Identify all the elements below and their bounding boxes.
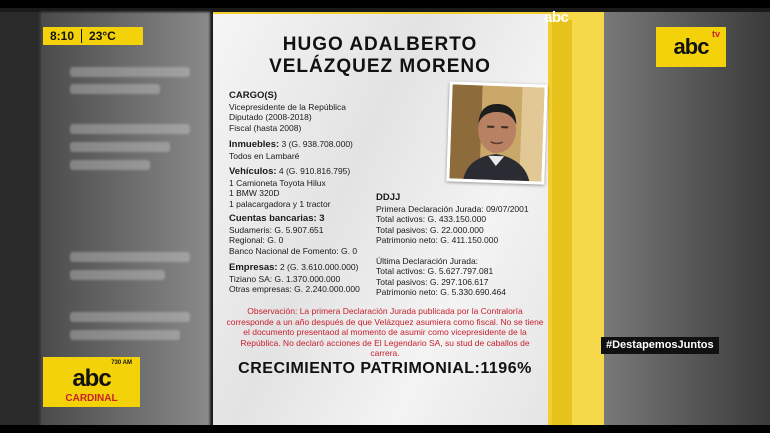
ddjj-last-line: Última Declaración Jurada:: [376, 255, 479, 266]
cuentas-heading: Cuentas bancarias:: [229, 213, 317, 224]
vehiculos-section: [229, 166, 350, 209]
ddjj-section: [376, 193, 529, 298]
inmuebles-detail: Todos en Lambaré: [229, 150, 300, 161]
ddjj-first-line: Total activos: G. 433.150.000: [376, 214, 487, 224]
empresas-value: 2 (G. 3.610.000.000): [277, 262, 359, 272]
vehiculos-value: 4 (G. 910.816.795): [276, 166, 351, 176]
cargo-item: Diputado (2008-2018): [229, 112, 312, 122]
ddjj-last-line: Total pasivos: G. 297.106.617: [376, 276, 489, 287]
profile-photo: [446, 81, 547, 184]
cargo-item: Fiscal (hasta 2008): [229, 122, 302, 133]
portrait-image: [449, 84, 544, 181]
vehiculos-heading: Vehículos:: [229, 166, 277, 177]
cargo-item: Vicepresidente de la República: [229, 101, 347, 112]
letterbox-bottom: [0, 425, 770, 433]
name-line2: VELÁZQUEZ MORENO: [269, 56, 491, 77]
vehiculo-item: 1 Camioneta Toyota Hilux: [229, 177, 326, 188]
empresa-item: Tiziano SA: G. 1.370.000.000: [229, 273, 341, 284]
inmuebles-heading: Inmuebles:: [229, 139, 280, 150]
time-temperature-bar: [43, 27, 143, 45]
cardinal-name: CARDINAL: [65, 393, 118, 404]
vehiculo-item: 1 BMW 320D: [229, 188, 280, 198]
empresa-item: Otras empresas: G. 2.240.000.000: [229, 284, 360, 294]
abc-tv-suffix: tv: [711, 29, 720, 39]
folder-edge: [552, 20, 572, 433]
abc-cardinal-logo: [43, 357, 140, 407]
inmuebles-value: 3 (G. 938.708.000): [279, 139, 353, 149]
observation-note: Observación: La primera Declaración Jurada publicada por la Contraloría corresponde a un año después de que Velázquez asumiera como fiscal. No se tiene el documento presentaod al momento de asumir como vicepresidente de la República. No declaró acciones de El Legendario SA, su stud de caballos de carrera.: [226, 306, 544, 358]
cuentas-value: 3: [316, 213, 325, 224]
cuenta-item: Sudameris: G. 5.907.651: [229, 224, 324, 235]
ddjj-first-line: Total pasivos: G. 22.000.000: [376, 224, 484, 235]
growth-headline: CRECIMIENTO PATRIMONIAL:1196%: [238, 360, 532, 377]
ddjj-heading: DDJJ: [376, 192, 401, 203]
ddjj-last-line: Total activos: G. 5.627.797.081: [376, 266, 494, 276]
ddjj-last-line: Patrimonio neto: G. 5.330.690.464: [376, 287, 506, 297]
temperature: 23°C: [89, 29, 116, 43]
background-left-edge: [0, 12, 40, 433]
background-blurred-right: [600, 12, 770, 433]
clock-time: 8:10: [50, 29, 75, 43]
abc-tv-logo: [656, 27, 726, 67]
hashtag-label: #DestapemosJuntos: [601, 337, 719, 354]
cuenta-item: Regional: G. 0: [229, 235, 284, 245]
profile-name: [240, 34, 520, 78]
empresas-heading: Empresas:: [229, 262, 278, 273]
abc-tv-brand: abc: [673, 34, 709, 59]
inmuebles-section: [229, 139, 353, 161]
name-line1: HUGO ADALBERTO: [282, 34, 478, 55]
letterbox-top: [0, 0, 770, 8]
ddjj-first-line: Primera Declaración Jurada: 09/07/2001: [376, 203, 529, 214]
cuenta-item: Banco Nacional de Fomento: G. 0: [229, 245, 358, 256]
abc-watermark-logo: abc: [544, 9, 569, 26]
vehiculo-item: 1 palacargadora y 1 tractor: [229, 198, 331, 209]
cargos-section: [229, 91, 346, 133]
ddjj-first-line: Patrimonio neto: G. 411.150.000: [376, 235, 499, 245]
cardinal-frequency: 730 AM: [111, 360, 132, 366]
cardinal-brand: abc: [72, 365, 111, 392]
empresas-section: [229, 262, 360, 295]
cargos-heading: CARGO(S): [229, 90, 278, 101]
cuentas-section: [229, 213, 357, 256]
